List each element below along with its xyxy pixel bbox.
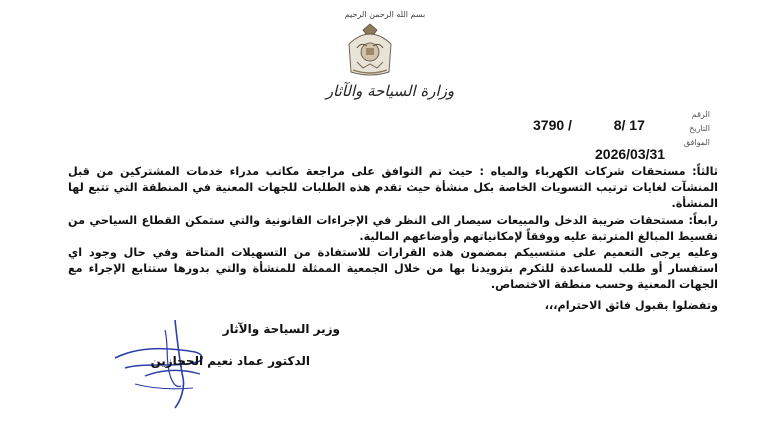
coat-of-arms-icon: [343, 22, 397, 78]
paragraph-third: ثالثاً: مستحقات شركات الكهرباء والمياه : حيث تم التوافق على مراجعة مكاتب مدراء خدمات المشتركين من قبل المنشآت لغايات ترتيب التسويات الخاصة بكل منشأة حيث تقدم هذه الطلبات للجهات المعنية في المنطقة التي تتبع لها المنشأة.: [68, 165, 718, 210]
reference-values: [533, 117, 645, 133]
paragraph-fourth: رابعاً: مستحقات ضريبة الدخل والمبيعات سيصار الى النظر في الإجراءات القانونية والتي ستمكن القطاع السياحي من تقسيط المبالغ المترتبة عليه ووفقاً لإمكانياتهم وأوضاعهم المالية.: [68, 214, 718, 243]
letter-date: 2026/03/31: [595, 146, 666, 162]
paragraph-fifth: وعليه يرجى التعميم على منتسبيكم بمضمون هذه القرارات للاستفادة من التسهيلات المتاحة وفي حال وجود اي استفسار أو طلب للمساعدة للتكرم بتزويدنا بها من خلال الجمعية الممثلة للمنشأة والتي بدورها ستتابع الإجراء مع الجهات المعنية وحسب منطقة الاختصاص.: [68, 246, 718, 291]
signatory-name: الدكتور عماد نعيم الحجازين: [150, 354, 310, 368]
number-label: الرقم: [691, 110, 710, 119]
signatory-title: وزير السياحة والآثار: [222, 322, 340, 336]
basmala-text: بسم الله الرحمن الرحيم: [344, 10, 426, 19]
date-label: التاريخ: [689, 124, 710, 133]
closing-line: وتفضلوا بقبول فائق الاحترام،،،: [544, 299, 718, 312]
ministry-name: وزارة السياحة والآثار: [325, 82, 455, 100]
reference-date-part: 8/ 17: [613, 117, 645, 133]
reference-number: 3790 /: [533, 117, 572, 133]
corresponding-label: الموافق: [683, 138, 710, 147]
